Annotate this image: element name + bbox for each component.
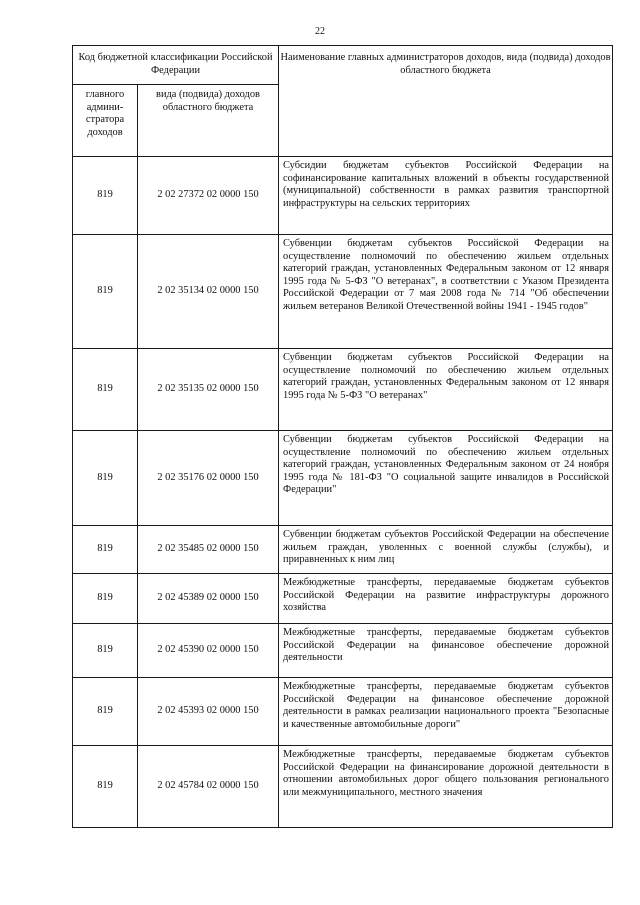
income-code-cell: 2 02 35135 02 0000 150 <box>138 349 279 431</box>
income-name-cell: Субвенции бюджетам субъектов Российской Федерации на осуществление полномочий по обеспечению жильем отдельных категорий граждан, установленных Федеральным законом от 12 января 1995 года № 5-ФЗ "О ветеранах" <box>279 349 613 431</box>
table-row <box>73 624 613 678</box>
page-number: 22 <box>315 26 325 37</box>
income-code-cell: 2 02 45784 02 0000 150 <box>138 746 279 828</box>
income-code-cell: 2 02 45389 02 0000 150 <box>138 574 279 624</box>
income-name-cell: Межбюджетные трансферты, передаваемые бюджетам субъектов Российской Федерации на финансовое обеспечение дорожной деятельности <box>279 624 613 678</box>
income-name-cell: Межбюджетные трансферты, передаваемые бюджетам субъектов Российской Федерации на развитие инфраструктуры дорожного хозяйства <box>279 574 613 624</box>
admin-code-cell: 819 <box>73 526 138 574</box>
income-name-cell: Межбюджетные трансферты, передаваемые бюджетам субъектов Российской Федерации на финансирование дорожной деятельности в отношении автомобильных дорог общего пользования регионального или межмуниципального, местного значения <box>279 746 613 828</box>
table-row <box>73 574 613 624</box>
header-code-group: Код бюджетной классификации Российской Федерации <box>73 46 279 85</box>
table-row <box>73 678 613 746</box>
budget-classification-table <box>72 45 613 828</box>
income-name-cell: Субвенции бюджетам субъектов Российской Федерации на обеспечение жильем граждан, уволенных с военной службы (службы), и приравненных к ним лиц <box>279 526 613 574</box>
admin-code-cell: 819 <box>73 235 138 349</box>
admin-code-cell: 819 <box>73 431 138 526</box>
admin-code-cell: 819 <box>73 157 138 235</box>
income-code-cell: 2 02 35134 02 0000 150 <box>138 235 279 349</box>
table-header-row <box>73 46 613 85</box>
table-row <box>73 431 613 526</box>
table-row <box>73 526 613 574</box>
income-name-cell: Субсидии бюджетам субъектов Российской Федерации на софинансирование капитальных вложений в объекты государственной (муниципальной) собственности в рамках развития транспортной инфраструктуры на сельских территориях <box>279 157 613 235</box>
income-code-cell: 2 02 35176 02 0000 150 <box>138 431 279 526</box>
admin-code-cell: 819 <box>73 624 138 678</box>
table-row <box>73 349 613 431</box>
income-name-cell: Субвенции бюджетам субъектов Российской Федерации на осуществление полномочий по обеспечению жильем отдельных категорий граждан, установленных Федеральным законом от 12 января 1995 года № 5-ФЗ "О ветеранах", в соответствии с Указом Президента Российской Федерации от 7 мая 2008 года № 714 "Об обеспечении жильем ветеранов Великой Отечественной войны 1941 - 1945 годов" <box>279 235 613 349</box>
table-row <box>73 746 613 828</box>
table-row <box>73 157 613 235</box>
income-code-cell: 2 02 45390 02 0000 150 <box>138 624 279 678</box>
header-code-column: вида (подвида) доходов областного бюджета <box>138 85 279 157</box>
admin-code-cell: 819 <box>73 574 138 624</box>
income-code-cell: 2 02 27372 02 0000 150 <box>138 157 279 235</box>
admin-code-cell: 819 <box>73 746 138 828</box>
admin-code-cell: 819 <box>73 678 138 746</box>
income-name-cell: Межбюджетные трансферты, передаваемые бюджетам субъектов Российской Федерации на финансовое обеспечение дорожной деятельности в рамках реализации национального проекта "Безопасные и качественные автомобильные дороги" <box>279 678 613 746</box>
income-name-cell: Субвенции бюджетам субъектов Российской Федерации на осуществление полномочий по обеспечению жильем отдельных категорий граждан, установленных Федеральным законом от 24 ноября 1995 года № 181-ФЗ "О социальной защите инвалидов в Российской Федерации" <box>279 431 613 526</box>
header-admin-column: главного админи-стратора доходов <box>73 85 138 157</box>
table-row <box>73 235 613 349</box>
income-code-cell: 2 02 35485 02 0000 150 <box>138 526 279 574</box>
admin-code-cell: 819 <box>73 349 138 431</box>
header-name-group: Наименование главных администраторов доходов, вида (подвида) доходов областного бюджета <box>279 46 613 157</box>
income-code-cell: 2 02 45393 02 0000 150 <box>138 678 279 746</box>
